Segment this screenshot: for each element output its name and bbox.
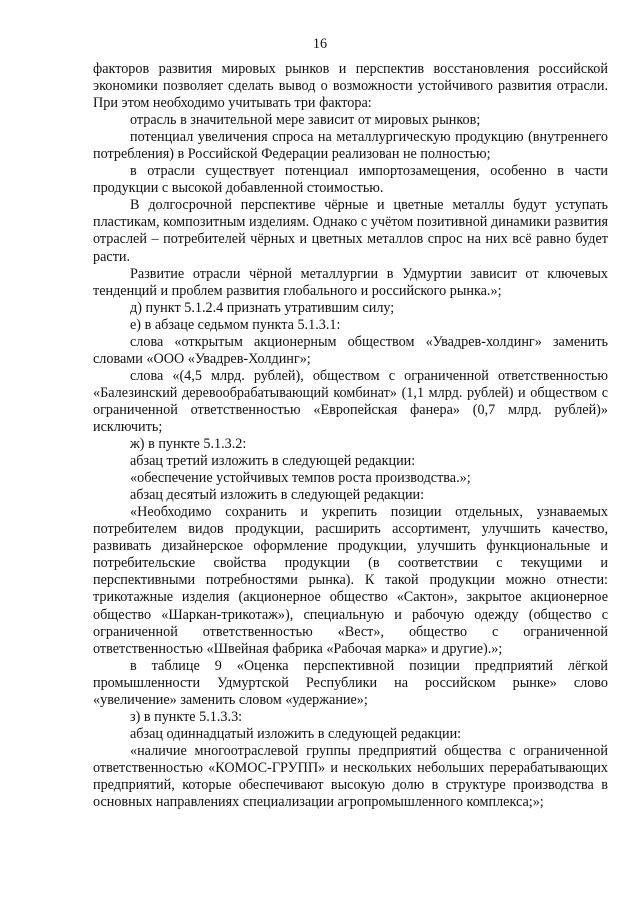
paragraph: абзац третий изложить в следующей редакции: <box>130 453 416 470</box>
document-body <box>93 61 608 811</box>
paragraph: В долгосрочной перспективе чёрные и цветные металлы будут уступать пластикам, композитным изделиям. Однако с учётом позитивной динамики развития отраслей – потребителей чёрных и цветных металлов спрос на них всё равно будет расти. <box>93 197 608 265</box>
paragraph: в таблице 9 «Оценка перспективной позиции предприятий лёгкой промышленности Удмуртской Республики на российском рынке» слово «увеличение» заменить словом «удержание»; <box>93 657 608 708</box>
paragraph: слова «открытым акционерным обществом «Увадрев-холдинг» заменить словами «ООО «Увадрев-Холдинг»; <box>93 333 608 367</box>
paragraph: «обеспечение устойчивых темпов роста производства.»; <box>130 470 471 487</box>
paragraph: в отрасли существует потенциал импортозамещения, особенно в части продукции с высокой добавленной стоимостью. <box>93 163 608 197</box>
paragraph: факторов развития мировых рынков и перспектив восстановления российской экономики позволяет сделать вывод о возможности устойчивого развития отрасли. При этом необходимо учитывать три фактора: <box>93 61 608 112</box>
paragraph: абзац десятый изложить в следующей редакции: <box>130 487 425 504</box>
paragraph: ж) в пункте 5.1.3.2: <box>130 436 247 453</box>
paragraph: «наличие многоотраслевой группы предприятий общества с ограниченной ответственностью «КОМОС-ГРУПП» и нескольких небольших перерабатывающих предприятий, которые обеспечивают высокую долю в структуре производства в основных направлениях специализации агропромышленного комплекса;»; <box>93 742 608 811</box>
page-number: 16 <box>312 36 328 52</box>
paragraph: з) в пункте 5.1.3.3: <box>130 708 243 725</box>
paragraph: д) пункт 5.1.2.4 признать утратившим силу; <box>130 299 395 316</box>
paragraph: Развитие отрасли чёрной металлургии в Удмуртии зависит от ключевых тенденций и проблем развития глобального и российского рынка.»; <box>93 265 608 299</box>
paragraph: потенциал увеличения спроса на металлургическую продукцию (внутреннего потребления) в Российской Федерации реализован не полностью; <box>93 129 608 163</box>
paragraph: отрасль в значительной мере зависит от мировых рынков; <box>130 112 481 129</box>
paragraph: «Необходимо сохранить и укрепить позиции отдельных, узнаваемых потребителем видов продукции, расширить ассортимент, улучшить качество, развивать дизайнерское оформление продукции, улучшить функциональные и потребительские свойства продукции (в соответствии с текущими и перспективными потребностями рынка). К такой продукции можно отнести: трикотажные изделия (акционерное общество «Сактон», закрытое акционерное общество «Шаркан-трикотаж»), специальную и рабочую одежду (общество с ограниченной ответственностью «Вест», общество с ограниченной ответственностью «Швейная фабрика «Рабочая марка» и другие).»; <box>93 504 608 657</box>
paragraph: е) в абзаце седьмом пункта 5.1.3.1: <box>130 316 341 333</box>
paragraph: абзац одиннадцатый изложить в следующей редакции: <box>130 725 462 742</box>
paragraph: слова «(4,5 млрд. рублей), обществом с ограниченной ответственностью «Балезинский деревообрабатывающий комбинат» (1,1 млрд. рублей) и обществом с ограниченной ответственностью «Европейская фанера» (0,7 млрд. рублей)» исключить; <box>93 367 608 435</box>
